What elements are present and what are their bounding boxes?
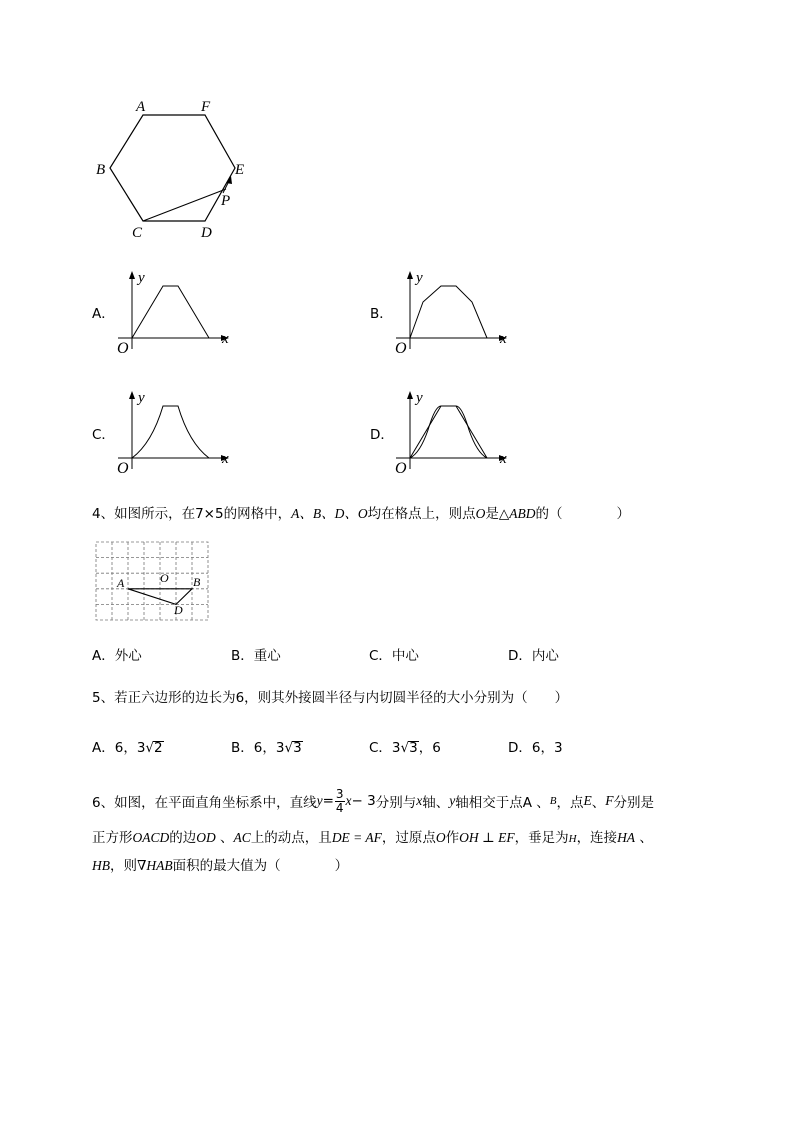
- q3-option-d-label: D．: [370, 427, 394, 443]
- q6-l1-point-b: B: [549, 795, 557, 807]
- grid-label-b: B: [193, 575, 201, 589]
- q6-l2-b: 的边: [169, 830, 197, 846]
- q6-l2-i: ，连接: [576, 830, 618, 846]
- origin-label: O: [395, 340, 407, 357]
- y-axis-arrow: [129, 391, 135, 399]
- q4-question: [92, 502, 630, 522]
- q3-option-a-graph: [112, 265, 242, 357]
- q5-option-b: [231, 736, 303, 756]
- q4-points: A、B、D、O: [291, 506, 368, 521]
- origin-label: O: [117, 340, 129, 357]
- q4-option-c: C．中心: [369, 648, 419, 664]
- q4-mid1: 的网格中，: [223, 506, 292, 522]
- x-label: x: [222, 451, 229, 467]
- q3-option-a-label: A．: [92, 306, 115, 322]
- q6-l1-point-f: F: [605, 793, 614, 808]
- q6-line-1: [92, 786, 654, 816]
- grid-label-a: A: [117, 576, 125, 590]
- q5-c-post: ，6: [418, 740, 441, 756]
- q6-l1-b: − 3: [351, 793, 376, 809]
- q6-l2-ha: HA: [617, 830, 636, 845]
- q6-line-3: [92, 854, 348, 874]
- q4-option-d: D．内心: [508, 648, 559, 664]
- q6-l2-g: ，垂足为: [514, 830, 569, 846]
- q6-l3-hb: HB: [92, 858, 110, 873]
- q4-prefix: 4、如图所示，在: [92, 506, 196, 522]
- y-label: y: [416, 390, 423, 406]
- q6-l3-a: ，则: [110, 858, 137, 874]
- hexagon-shape: [110, 115, 235, 221]
- y-label: y: [138, 390, 145, 406]
- q6-l1-c: 分别与: [375, 795, 417, 811]
- q5-b-pre: B．6，3: [231, 740, 285, 756]
- q3-option-c-graph: [112, 385, 242, 477]
- q6-l2-c: 、: [215, 830, 234, 846]
- x-label: x: [500, 451, 507, 467]
- curve: [132, 286, 209, 338]
- q6-l1-yaxis: y: [449, 793, 456, 808]
- q3-option-d-graph: [390, 385, 520, 477]
- sqrt-sign: √: [284, 740, 294, 756]
- q5-c-pre: C．3: [369, 740, 401, 756]
- q4-option-b: B．重心: [231, 648, 281, 664]
- y-axis-arrow: [407, 391, 413, 399]
- label-f: F: [201, 99, 211, 115]
- q6-l3-b: 面积的最大值为（ ）: [172, 858, 349, 874]
- q6-l2-d: 上的动点，且: [250, 830, 332, 846]
- sqrt-sign: √: [400, 740, 410, 756]
- q6-fraction: [335, 788, 345, 814]
- q6-l2-j: 、: [635, 830, 653, 846]
- q5-option-d: D．6，3: [508, 740, 563, 756]
- q3-option-b-graph: [390, 265, 520, 357]
- q4-point-o: O: [475, 506, 486, 521]
- q5-c-radicand: 3: [409, 740, 418, 756]
- q4-option-a: A．外心: [92, 648, 142, 664]
- q6-l1-f: ，点: [556, 795, 584, 811]
- q5-a-radicand: 2: [154, 740, 163, 756]
- origin-label: O: [395, 460, 407, 477]
- label-b: B: [96, 162, 106, 178]
- q6-l1-x: x: [345, 793, 352, 808]
- q3-option-c-label: C．: [92, 427, 115, 443]
- q6-l2-oh-ef: OH ⊥ EF: [459, 830, 515, 845]
- q6-l2-de-af: DE = AF: [331, 830, 382, 845]
- q6-l2-od: OD: [196, 830, 216, 845]
- q5-option-c: [369, 736, 441, 756]
- sqrt-sign: √: [145, 740, 155, 756]
- fraction-denominator: 4: [335, 800, 344, 815]
- y-axis-arrow: [129, 271, 135, 279]
- q6-l2-a: 正方形: [92, 830, 133, 846]
- q6-l1-point-e: E: [583, 793, 592, 808]
- fraction-numerator: 3: [335, 786, 344, 801]
- arrow-head: [226, 176, 232, 184]
- label-c: C: [132, 225, 143, 241]
- q4-grid-size: 7×5: [195, 506, 224, 522]
- y-axis-arrow: [407, 271, 413, 279]
- curve-linear: [410, 406, 487, 458]
- q6-l1-h: 分别是: [613, 795, 655, 811]
- grid-label-o: O: [160, 571, 169, 585]
- label-e: E: [235, 162, 245, 178]
- q6-l2-o: O: [435, 830, 446, 845]
- q5-option-a: [92, 736, 164, 756]
- q4-mid2: 均在格点上，则点: [367, 506, 476, 522]
- q5-b-radicand: 3: [293, 740, 302, 756]
- q6-l2-square: OACD: [132, 830, 170, 845]
- q5-a-pre: A．6，3: [92, 740, 146, 756]
- curve: [410, 286, 487, 338]
- q4-mid3: 是△: [485, 506, 510, 522]
- label-d: D: [201, 225, 212, 241]
- x-label: x: [222, 331, 229, 347]
- q6-l3-triangle: ∇HAB: [137, 858, 173, 873]
- hexagon-figure: [90, 95, 260, 245]
- q6-l2-ac: AC: [233, 830, 251, 845]
- q6-l1-eq: =: [322, 793, 334, 809]
- q6-l1-d: 轴、: [422, 795, 450, 811]
- grid-label-d: D: [174, 603, 183, 617]
- q5-question: 5、若正六边形的边长为6，则其外接圆半径与内切圆半径的大小分别为（ ）: [92, 690, 569, 706]
- x-label: x: [500, 331, 507, 347]
- q6-l2-h: H: [568, 833, 577, 845]
- q6-l1-e: 轴相交于点A 、: [455, 795, 550, 811]
- y-label: y: [138, 270, 145, 286]
- q6-l1-xaxis: x: [416, 793, 423, 808]
- curve-smooth: [410, 406, 487, 458]
- q6-l1-g: 、: [591, 795, 606, 811]
- q6-l1-a: 6、如图，在平面直角坐标系中，直线: [92, 795, 317, 811]
- q4-triangle: ABD: [509, 506, 536, 521]
- origin-label: O: [117, 460, 129, 477]
- q6-l1-y: y: [316, 793, 323, 808]
- q6-line-2: [92, 826, 653, 846]
- label-p: P: [221, 193, 231, 209]
- curve: [132, 406, 209, 458]
- label-a: A: [136, 99, 146, 115]
- q4-grid-figure: [94, 540, 212, 622]
- q6-l2-f: 作: [445, 830, 460, 846]
- q4-suffix: 的（ ）: [535, 506, 630, 522]
- q6-l2-e: ，过原点: [381, 830, 436, 846]
- y-label: y: [416, 270, 423, 286]
- q3-option-b-label: B．: [370, 306, 393, 322]
- grid-lines: [96, 542, 208, 620]
